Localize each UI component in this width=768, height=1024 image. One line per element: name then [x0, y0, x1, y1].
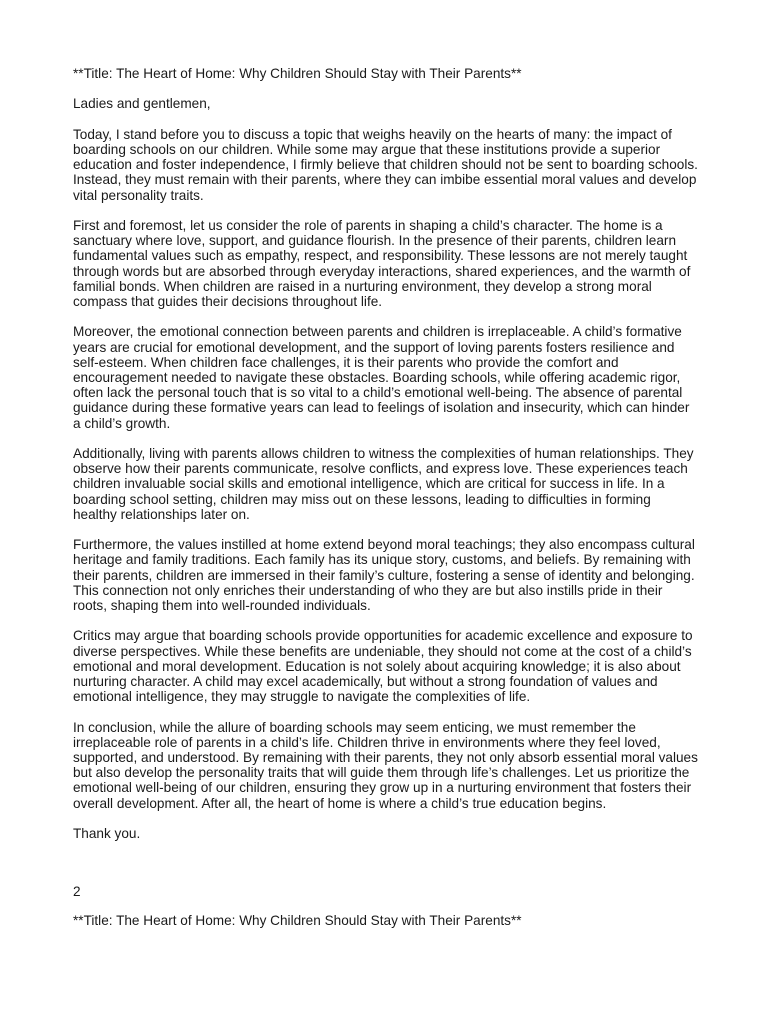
paragraph-emotional-connection: Moreover, the emotional connection between parents and children is irreplaceable. A child’s formative years are crucial for emotional development, and the support of loving parents fosters resilience and self-esteem. When children face challenges, it is their parents who provide the comfort and encouragement needed to navigate these obstacles. Boarding schools, while offering academic rigor, often lack the personal touch that is so vital to a child’s emotional well-being. The absence of parental guidance during these formative years can lead to feelings of isolation and insecurity, which can hinder a child’s growth. [73, 324, 690, 431]
document-title: **Title: The Heart of Home: Why Children Should Stay with Their Parents** [73, 66, 522, 81]
page-number: 2 [73, 884, 81, 899]
paragraph-relationships: Additionally, living with parents allows children to witness the complexities of human relationships. They observe how their parents communicate, resolve conflicts, and express love. These experiences teach children invaluable social skills and emotional intelligence, which are critical for success in life. In a boarding school setting, children may miss out on these lessons, leading to difficulties in forming healthy relationships later on. [73, 446, 694, 522]
salutation: Ladies and gentlemen, [73, 96, 211, 112]
paragraph-critics: Critics may argue that boarding schools provide opportunities for academic excellence and exposure to diverse perspectives. While these benefits are undeniable, they should not come at the cost of a child’s emotional and moral development. Education is not solely about acquiring knowledge; it is also about nurturing character. A child may excel academically, but without a strong foundation of values and emotional intelligence, they may struggle to navigate the complexities of life. [73, 628, 693, 705]
paragraph-conclusion: In conclusion, while the allure of boarding schools may seem enticing, we must remember the irreplaceable role of parents in a child’s life. Children thrive in environments where they feel loved, supported, and understood. By remaining with their parents, they not only absorb essential moral values but also develop the personality traits that will guide them through life’s challenges. Let us prioritize the emotional well-being of our children, ensuring they grow up in a nurturing environment that fosters their overall development. After all, the heart of home is where a child’s true education begins. [73, 719, 698, 811]
document-body [73, 66, 698, 856]
closing-text: Thank you. [73, 826, 141, 842]
paragraph-intro: Today, I stand before you to discuss a topic that weighs heavily on the hearts of many: the impact of boarding schools on our children. While some may argue that these institutions provide a superior education and foster independence, I firmly believe that children should not be sent to boarding schools. Instead, they must remain with their parents, where they can imbibe essential moral values and develop vital personality traits. [73, 126, 698, 203]
paragraph-parents-role: First and foremost, let us consider the role of parents in shaping a child’s character. The home is a sanctuary where love, support, and guidance flourish. In the presence of their parents, children learn fundamental values such as empathy, respect, and responsibility. These lessons are not merely taught through words but are absorbed through everyday interactions, shared experiences, and the warmth of familial bonds. When children are raised in a nurturing environment, they develop a strong moral compass that guides their decisions throughout life. [73, 217, 691, 309]
next-page-title: **Title: The Heart of Home: Why Children Should Stay with Their Parents** [73, 913, 522, 928]
paragraph-cultural-values: Furthermore, the values instilled at home extend beyond moral teachings; they also encompass cultural heritage and family traditions. Each family has its unique story, customs, and beliefs. By remaining with their parents, children are immersed in their family’s culture, fostering a sense of identity and belonging. This connection not only enriches their understanding of who they are but also instills pride in their roots, shaping them into well-rounded individuals. [73, 537, 695, 614]
